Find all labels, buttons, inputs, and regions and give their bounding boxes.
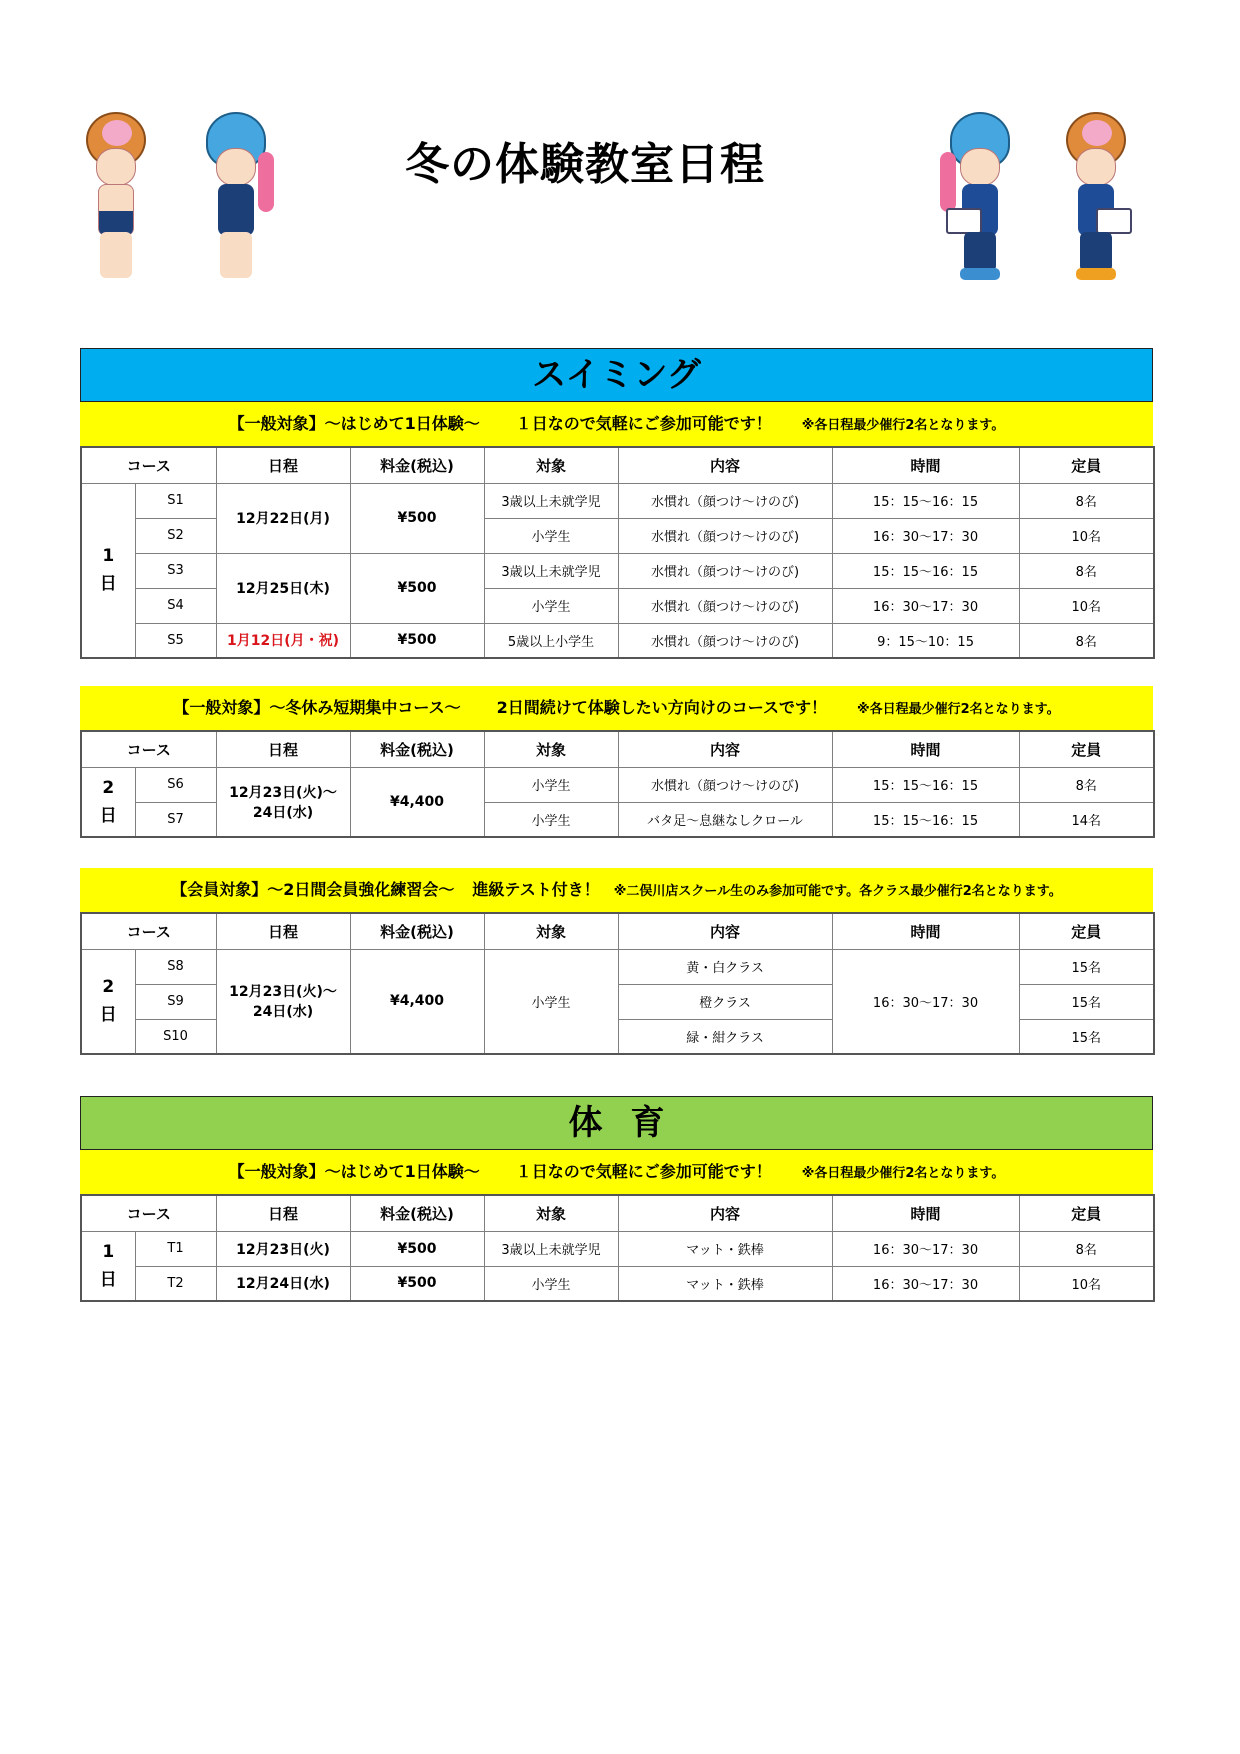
pe-block1-table: [80, 1194, 1155, 1302]
table-row: 1 日 S1 12月22日(月) ¥500 3歳以上未就学児 水慣れ（顔つけ～けのび) 15：15～16：15 8名: [81, 483, 1154, 518]
swim-block2-table: [80, 730, 1155, 838]
table-header-row: コース 日程 料金(税込) 対象 内容 時間 定員: [81, 1195, 1154, 1231]
holiday-date: 1月12日(月・祝): [216, 623, 350, 658]
swim-block2: [80, 686, 1153, 838]
swim-block2-subhead: 【一般対象】～冬休み短期集中コース～ 2日間続けて体験したい方向けのコースです！ ※各日程最少催行2名となります。: [80, 686, 1153, 730]
subhead-tag: 【一般対象】: [228, 414, 325, 433]
swimming-banner: スイミング: [80, 348, 1153, 402]
day-label: 1 日: [81, 1231, 135, 1301]
table-row: S2 小学生 水慣れ（顔つけ～けのび) 16：30～17：30 10名: [81, 518, 1154, 553]
table-header-row: コース 日程 料金(税込) 対象 内容 時間 定員: [81, 731, 1154, 767]
table-row: S9 橙クラス 15名: [81, 984, 1154, 1019]
pe-section: [80, 1096, 1153, 1302]
day-label: 2 日: [81, 949, 135, 1054]
table-row: 2 日 S6 12月23日(火)～ 24日(水) ¥4,400 小学生 水慣れ（顔つけ～けのび) 15：15～16：15 8名: [81, 767, 1154, 802]
table-row: T2 12月24日(水) ¥500 小学生 マット・鉄棒 16：30～17：30 10名: [81, 1266, 1154, 1301]
page-title: 冬の体験教室日程: [405, 139, 765, 190]
swim-block1-subhead: [80, 402, 1153, 446]
pe-block1-subhead: 【一般対象】～はじめて1日体験～ １日なので気軽にご参加可能です！ ※各日程最少催行2名となります。: [80, 1150, 1153, 1194]
table-header-row: コース 日程 料金(税込) 対象 内容 時間 定員: [81, 447, 1154, 483]
day-label: 2 日: [81, 767, 135, 837]
subhead-note: ※各日程最少催行2名となります。: [801, 418, 1005, 433]
table-row: S5 1月12日(月・祝) ¥500 5歳以上小学生 水慣れ（顔つけ～けのび) 9：15～10：15 8名: [81, 623, 1154, 658]
table-row: S3 12月25日(木) ¥500 3歳以上未就学児 水慣れ（顔つけ～けのび) 15：15～16：15 8名: [81, 553, 1154, 588]
table-row: 1 日 T1 12月23日(火) ¥500 3歳以上未就学児 マット・鉄棒 16：30～17：30 8名: [81, 1231, 1154, 1266]
swim-block3: [80, 868, 1153, 1055]
swim-block1-table: [80, 446, 1155, 659]
table-header-row: コース 日程 料金(税込) 対象 内容 時間 定員: [81, 913, 1154, 949]
day-label: 1 日: [81, 483, 135, 658]
subhead-title: ～はじめて1日体験～: [324, 414, 480, 433]
table-row: S4 小学生 水慣れ（顔つけ～けのび) 16：30～17：30 10名: [81, 588, 1154, 623]
swim-block3-table: [80, 912, 1155, 1055]
pe-banner: 体育: [80, 1096, 1153, 1150]
swimming-section: [80, 348, 1153, 659]
table-row: 2 日 S8 12月23日(火)～ 24日(水) ¥4,400 小学生 黄・白クラス 16：30～17：30 15名: [81, 949, 1154, 984]
subhead-tagline: １日なので気軽にご参加可能です！: [515, 414, 772, 433]
table-row: S7 小学生 バタ足～息継なしクロール 15：15～16：15 14名: [81, 802, 1154, 837]
table-row: S10 緑・紺クラス 15名: [81, 1019, 1154, 1054]
swim-block3-subhead: 【会員対象】～2日間会員強化練習会～ 進級テスト付き！ ※二俣川店スクール生のみ参加可能です。各クラス最少催行2名となります。: [80, 868, 1153, 912]
